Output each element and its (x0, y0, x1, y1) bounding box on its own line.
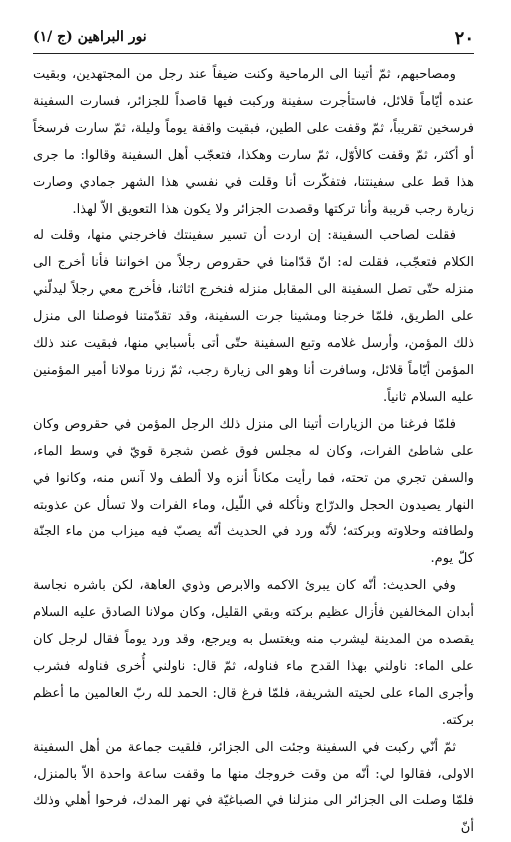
paragraph: فقلت لصاحب السفينة: إن اردت أن تسير سفينتك فاخرجني منها، وقلت له الكلام فتعجّب، فقلت له: انّ قدّامنا في حقروص رجلاً من اخواننا فأنا أخرج الى منزله حتّى تصل السفينة الى المقابل منزله فنخرج اثاثنا، فأخرج معي رجلاً ليدلّني على الطريق، فلمّا خرجنا ومشينا جرت السفينة، وقد تقدّمتنا فوصلنا الى منزل ذلك المؤمن، وأرسل غلامه وتبع السفينة حتّى أتى بأسبابي منها، فبقيت عند ذلك المؤمن أيّاماً قلائل، وسافرت أنا وهو الى زيارة رجب، ثمّ زرنا مولانا أمير المؤمنين عليه السلام ثانياً. (33, 228, 474, 405)
page-number: ٢٠ (454, 28, 474, 49)
header-rule (33, 53, 474, 54)
running-title: نور البراهين (ج /١) (33, 29, 147, 45)
body-text (33, 62, 474, 842)
page-header (33, 28, 474, 50)
paragraph: فلمّا فرغنا من الزيارات أتينا الى منزل ذلك الرجل المؤمن في حقروص وكان على شاطئ الفرات، وكان له مجلس فوق غصن شجرة قويّ في وسط الماء، والسفن تجري من تحته، فما رأيت مكاناً أنزه ولا ألطف ولا آنس منه، وكانوا في النهار يصيدون الحجل والدرّاج ونأكله في اللّيل، وماء الفرات ولا تسأل عن عذوبته ولطافته وحلاوته وبركته؛ لأنّه ورد في الحديث أنّه يصبّ فيه ميزاب من ماء الجنّة كلّ يوم. (33, 416, 474, 567)
paragraph: ومصاحبهم، ثمّ أتينا الى الرماحية وكنت ضيفاً عند رجل من المجتهدين، وبقيت عنده أيّاماً قلائل، فاستأجرت سفينة وركبت فيها قاصداً للجزائر، فسارت السفينة فرسخين تقريباً، ثمّ وقفت على الطين، فبقيت واقفة يوماً وليلة، ثمّ سارت فرسخاً أو أكثر، ثمّ وقفت كالأوّل، ثمّ سارت وهكذا، فتعجّب أهل السفينة وقالوا: ما جرى هذا قط على سفينتنا، فتفكّرت أنا وقلت في نفسي هذا الشهر جمادي وصارت زيارة رجب قريبة وأنا تركتها وقصدت الجزائر ولا يكون هذا التعويق الاّ لهذا. (33, 67, 474, 217)
paragraph: ثمّ أنّي ركبت في السفينة وجئت الى الجزائر، فلقيت جماعة من أهل السفينة الاولى، فقالوا لي: أنّه من وقت خروجك منها ما وقفت ساعة واحدة الاّ بالمنزل، فلمّا وصلت الى الجزائر الى منزلنا في الصباغيّة في نهر المدك، فرحوا أهلي وذلك أنّ (33, 739, 474, 836)
paragraph: وفي الحديث: أنّه كان يبرئ الاكمه والابرص وذوي العاهة، لكن باشره نجاسة أبدان المخالفين فأزال عظيم بركته وبقي القليل، وكان مولانا الصادق عليه السلام يقصده من المدينة ليشرب منه ويغتسل به ويرجع، وقد ورد يوماً فقال لرجل كان على الماء: ناولني بهذا القدح ماء فناوله، ثمّ قال: ناولني أُخرى فناوله فشرب وأجرى الماء على لحيته الشريفة، فلمّا فرغ قال: الحمد لله ربّ العالمين ما أعظم بركته. (33, 578, 474, 728)
